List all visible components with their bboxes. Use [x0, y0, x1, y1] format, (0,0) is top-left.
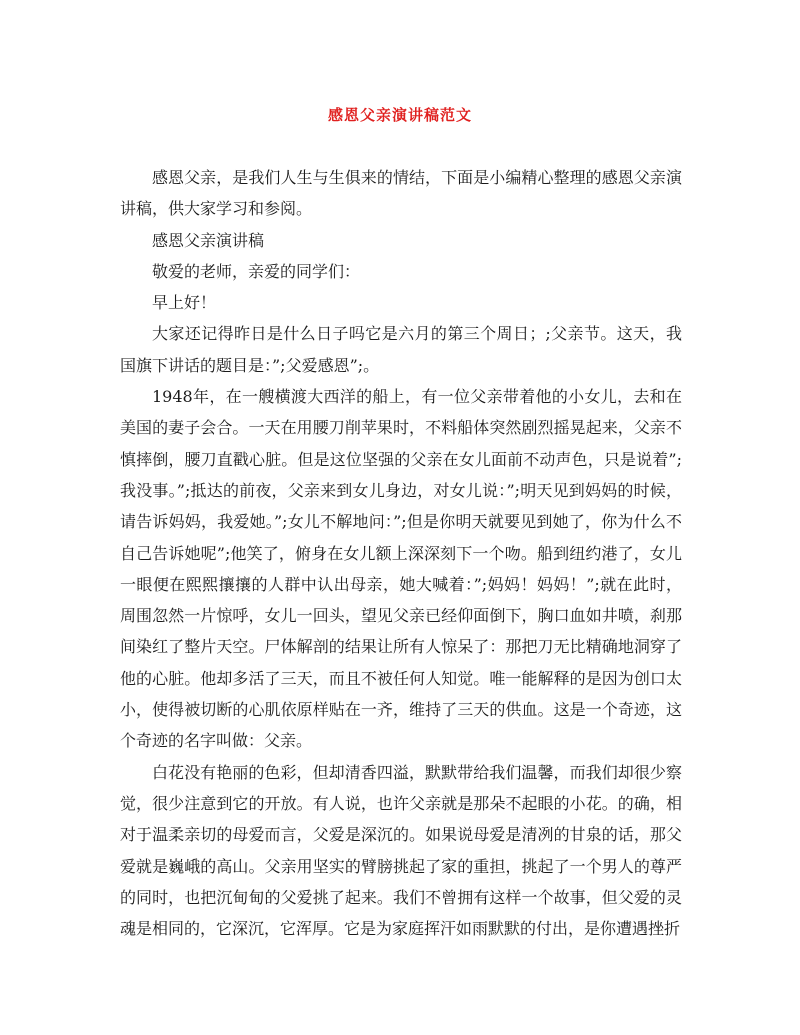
paragraph-intro: 感恩父亲，是我们人生与生俱来的情结，下面是小编精心整理的感恩父亲演讲稿，供大家学习和参阅。: [120, 168, 682, 219]
paragraph-fathers-day: 大家还记得昨日是什么日子吗它是六月的第三个周日；;父亲节。这天，我国旗下讲话的题目是：”;父爱感恩”;。: [120, 324, 682, 375]
document-title: 感恩父亲演讲稿范文: [327, 106, 472, 124]
paragraph-greeting: 早上好！: [152, 293, 217, 313]
paragraph-heading: 感恩父亲演讲稿: [152, 230, 265, 250]
paragraph-salutation: 敬爱的老师，亲爱的同学们：: [152, 261, 361, 281]
paragraph-white-flower: 白花没有艳丽的色彩，但却清香四溢，默默带给我们温馨，而我们却很少察觉，很少注意到它的开放。有人说，也许父亲就是那朵不起眼的小花。的确，相对于温柔亲切的母爱而言，父爱是深沉的。如果说母爱是清冽的甘泉的话，那父爱就是巍峨的高山。父亲用坚实的臂膀挑起了家的重担，挑起了一个男人的尊严的同时，也把沉甸甸的父爱挑了起来。我们不曾拥有这样一个故事，但父爱的灵魂是相同的，它深沉，它浑厚。它是为家庭挥汗如雨默默的付出，是你遭遇挫折: [120, 762, 682, 939]
paragraph-story: 1948年，在一艘横渡大西洋的船上，有一位父亲带着他的小女儿，去和在美国的妻子会合。一天在用腰刀削苹果时，不料船体突然剧烈摇晃起来，父亲不慎摔倒，腰刀直戳心脏。但是这位坚强的父亲在女儿面前不动声色，只是说着”;我没事。”;抵达的前夜，父亲来到女儿身边，对女儿说：”;明天见到妈妈的时候，请告诉妈妈，我爱她。”;女儿不解地问：”;但是你明天就要见到她了，你为什么不自己告诉她呢”;他笑了，俯身在女儿额上深深刻下一个吻。船到纽约港了，女儿一眼便在熙熙攘攘的人群中认出母亲，她大喊着：”;妈妈！妈妈！”;就在此时，周围忽然一片惊呼，女儿一回头，望见父亲已经仰面倒下，胸口血如井喷，刹那间染红了整片天空。尸体解剖的结果让所有人惊呆了：那把刀无比精确地洞穿了他的心脏。他却多活了三天，而且不被任何人知觉。唯一能解释的是因为创口太小，使得被切断的心肌依原样贴在一齐，维持了三天的供血。这是一个奇迹，这个奇迹的名字叫做：父亲。: [120, 387, 682, 751]
document-body: [120, 162, 682, 944]
